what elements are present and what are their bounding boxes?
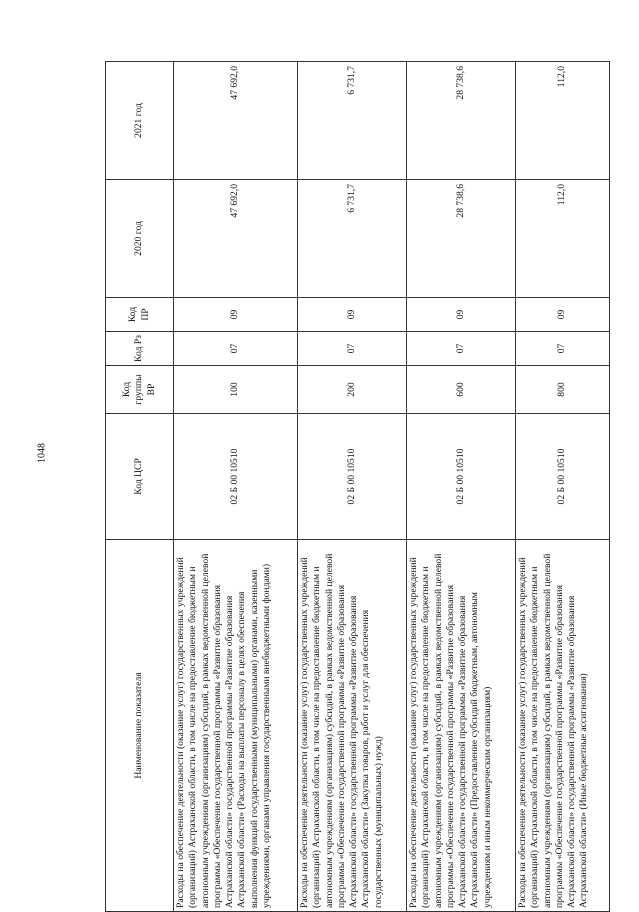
row-rz: 07 (516, 332, 610, 366)
row-rz: 07 (407, 332, 516, 366)
header-pr: Код ПР (106, 298, 174, 332)
row-rz: 07 (298, 332, 407, 366)
row-csr: 02 Б 00 10510 (516, 414, 610, 540)
row-2021: 28 738,6 (407, 62, 516, 180)
table-row (516, 62, 610, 912)
row-csr: 02 Б 00 10510 (174, 414, 298, 540)
row-pr: 09 (516, 298, 610, 332)
row-rz: 07 (174, 332, 298, 366)
row-2020: 28 738,6 (407, 180, 516, 298)
table-row (407, 62, 516, 912)
row-2021: 47 692,0 (174, 62, 298, 180)
row-name: Расходы на обеспечение деятельности (оказание услуг) государственных учреждений (организаций) Астраханской области, в том числе на предоставление бюджетным и автономным учреждениям (организациям) субсидий, в рамках ведомственной целевой программы «Обеспечение государственной программы «Развитие образования Астраханской области» государственной программы «Развитие образования Астраханской области» (Предоставление субсидий бюджетным, автономным учреждениям и иным некоммерческим организациям) (407, 540, 516, 912)
page-number: 1048 (36, 443, 48, 463)
row-vr: 200 (298, 366, 407, 414)
header-2020: 2020 год (106, 180, 174, 298)
row-2020: 6 731,7 (298, 180, 407, 298)
table-row (174, 62, 298, 912)
header-rz: Код Рз (106, 332, 174, 366)
table-rotated-wrapper (105, 62, 610, 912)
row-2021: 112,0 (516, 62, 610, 180)
row-name: Расходы на обеспечение деятельности (оказание услуг) государственных учреждений (организаций) Астраханской области, в том числе на предоставление бюджетным и автономным учреждениям (организациям) субсидий, в рамках ведомственной целевой программы «Обеспечение государственной программы «Развитие образования Астраханской области» государственной программы «Развитие образования Астраханской области» (Расходы на выплаты персоналу в целях обеспечения выполнения функций государственными (муниципальными) органами, казенными учреждениями, органами управления государственными внебюджетными фондами) (174, 540, 298, 912)
header-row (106, 62, 174, 912)
row-csr: 02 Б 00 10510 (298, 414, 407, 540)
row-2020: 112,0 (516, 180, 610, 298)
header-vr: Код группы ВР (106, 366, 174, 414)
row-csr: 02 Б 00 10510 (407, 414, 516, 540)
budget-table (105, 61, 610, 912)
row-pr: 09 (174, 298, 298, 332)
row-vr: 100 (174, 366, 298, 414)
table-row (298, 62, 407, 912)
row-name: Расходы на обеспечение деятельности (оказание услуг) государственных учреждений (организаций) Астраханской области, в том числе на предоставление бюджетным и автономным учреждениям (организациям) субсидий, в рамках ведомственной целевой программы «Обеспечение государственной программы «Развитие образования Астраханской области» государственной программы «Развитие образования Астраханской области» (Иные бюджетные ассигнования) (516, 540, 610, 912)
header-csr: Код ЦСР (106, 414, 174, 540)
row-vr: 600 (407, 366, 516, 414)
row-2020: 47 692,0 (174, 180, 298, 298)
row-pr: 09 (407, 298, 516, 332)
row-pr: 09 (298, 298, 407, 332)
row-vr: 800 (516, 366, 610, 414)
header-name: Наименование показателя (106, 540, 174, 912)
row-2021: 6 731,7 (298, 62, 407, 180)
header-2021: 2021 год (106, 62, 174, 180)
row-name: Расходы на обеспечение деятельности (оказание услуг) государственных учреждений (организаций) Астраханской области, в том числе на предоставление бюджетным и автономным учреждениям (организациям) субсидий, в рамках ведомственной целевой программы «Обеспечение государственной программы «Развитие образования Астраханской области» государственной программы «Развитие образования Астраханской области» (Закупка товаров, работ и услуг для обеспечения государственных (муниципальных) нужд) (298, 540, 407, 912)
